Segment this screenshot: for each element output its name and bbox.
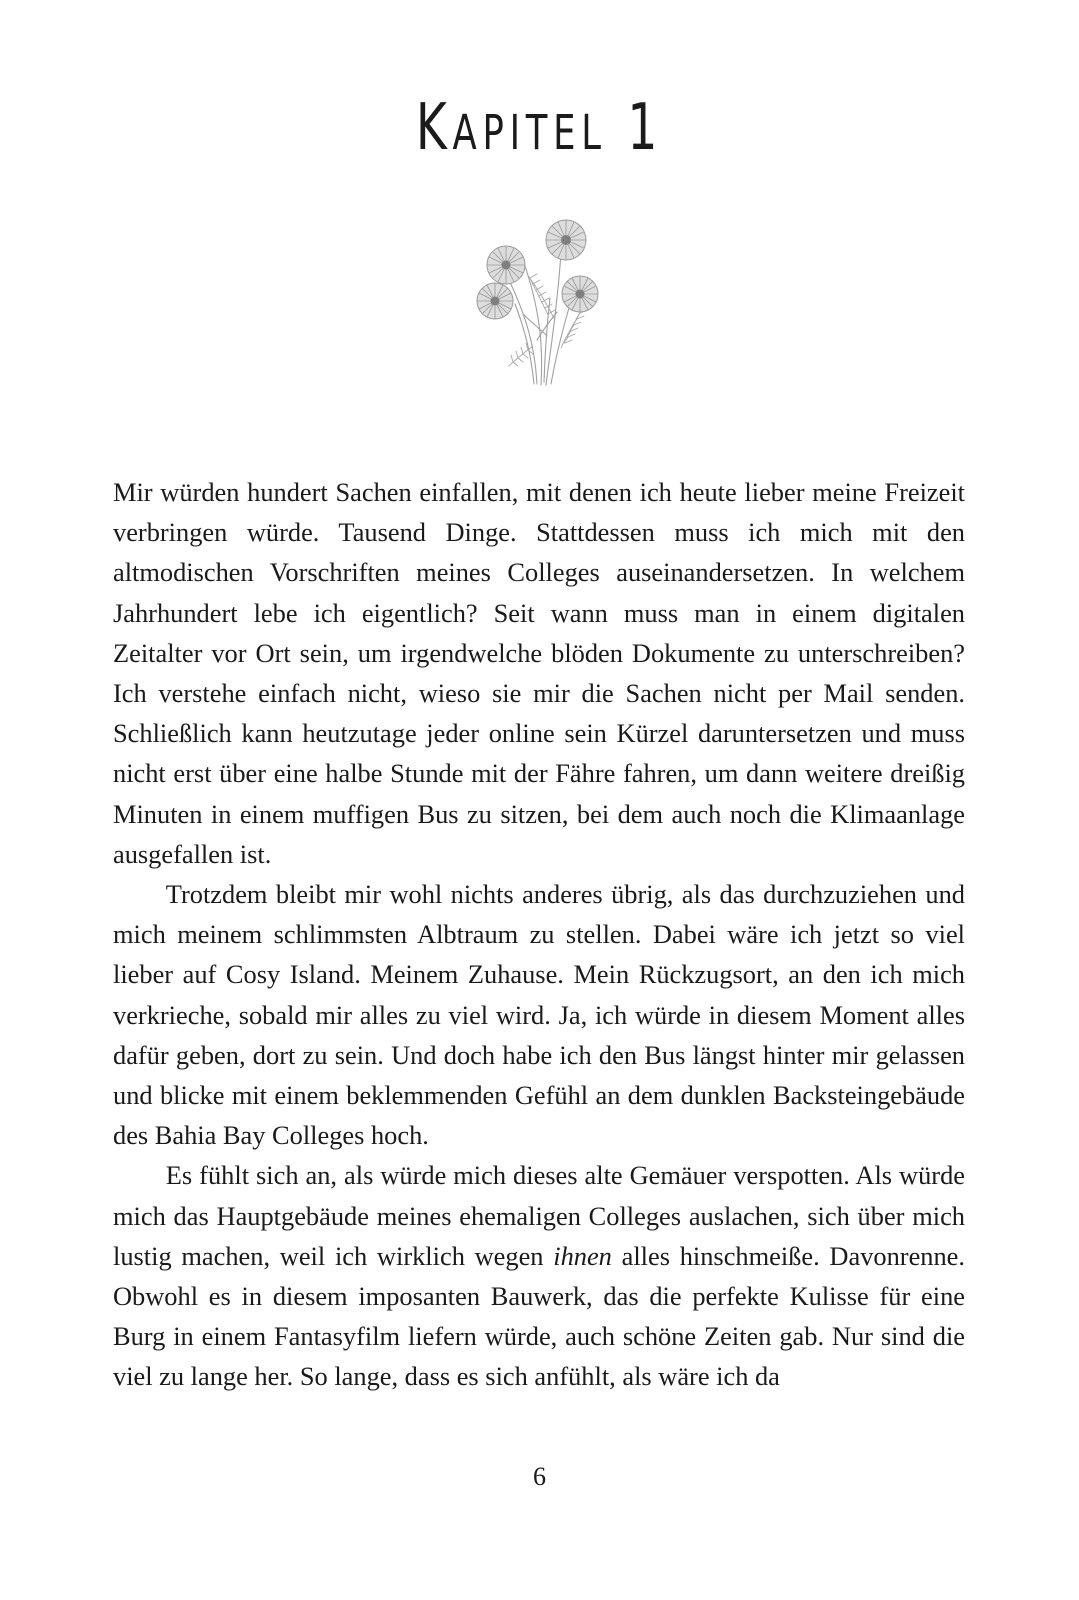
paragraph bbox=[113, 472, 965, 874]
body-text bbox=[113, 472, 965, 1397]
chapter-heading-number-spacer bbox=[607, 91, 628, 165]
text-run: Es fühlt sich an, als würde mich dieses alte Gemäuer verspotten. Als würde mich das Hauptgebäude meines ehemaligen Colleges auslachen, sich über mich lustig machen, weil ich wirklich wegen bbox=[113, 1160, 965, 1271]
flower-sketch-illustration bbox=[465, 208, 615, 388]
chapter-heading-initial: K bbox=[415, 91, 453, 165]
text-run: alles hinschmeiße. Davonrenne. Obwohl es in diesem imposanten Bauwerk, das die perfekte Kulisse für eine Burg in einem Fantasyfilm liefern würde, auch schöne Zeiten gab. Nur sind die viel zu lange her. So lange, dass es sich anfühlt, als wäre ich da bbox=[113, 1240, 965, 1392]
paragraph bbox=[113, 874, 965, 1155]
ornament-container bbox=[0, 208, 1079, 388]
chapter-heading bbox=[97, 91, 982, 165]
text-run: Trotzdem bleibt mir wohl nichts anderes übrig, als das durchzuziehen und mich meinem schlimmsten Albtraum zu stellen. Dabei wäre ich jetzt so viel lieber auf Cosy Island. Meinem Zuhause. Mein Rückzugsort, an den ich mich verkrieche, sobald mir alles zu viel wird. Ja, ich würde in diesem Moment alles dafür geben, dort zu sein. Und doch habe ich den Bus längst hinter mir gelassen und blicke mit einem beklemmenden Gefühl an dem dunklen Backsteingebäude des Bahia Bay Colleges hoch. bbox=[113, 879, 965, 1151]
flower-head-group bbox=[477, 220, 598, 319]
paragraph bbox=[113, 1155, 965, 1396]
emphasis-text: ihnen bbox=[553, 1240, 612, 1271]
text-run: Mir würden hundert Sachen einfallen, mit denen ich heute lieber meine Freizeit verbringen würde. Tausend Dinge. Stattdessen muss ich mich mit den altmodischen Vorschriften meines Colleges auseinandersetzen. In welchem Jahrhundert lebe ich eigentlich? Seit wann muss man in einem digitalen Zeitalter vor Ort sein, um irgendwelche blöden Dokumente zu unterschreiben? Ich verstehe einfach nicht, wieso sie mir die Sachen nicht per Mail senden. Schließlich kann heutzutage jeder online sein Kürzel daruntersetzen und muss nicht erst über eine halbe Stunde mit der Fähre fahren, um dann weitere dreißig Minuten in einem muffigen Bus zu sitzen, bei dem auch noch die Klimaanlage ausgefallen ist. bbox=[113, 477, 965, 869]
page-number: 6 bbox=[533, 1462, 546, 1491]
chapter-heading-number: 1 bbox=[627, 91, 664, 165]
chapter-heading-word: APITEL bbox=[452, 105, 607, 161]
